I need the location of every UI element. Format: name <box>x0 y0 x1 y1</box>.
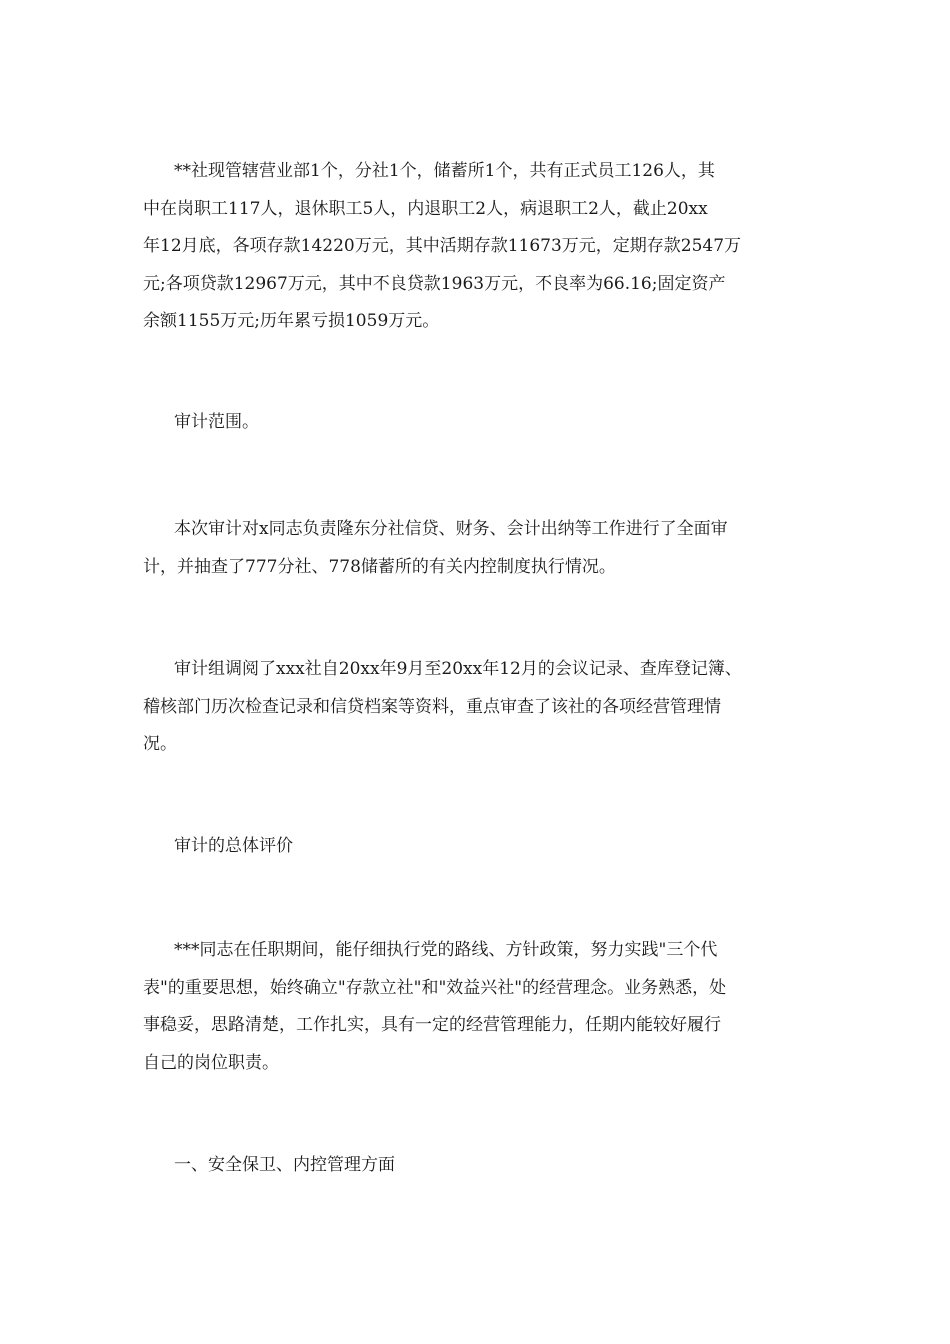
text-line: 余额1155万元;历年累亏损1059万元。 <box>143 311 440 331</box>
evaluation-paragraph <box>143 932 833 1082</box>
text-line: 年12月底，各项存款14220万元，其中活期存款11673万元，定期存款2547万 <box>143 236 742 256</box>
text-line: 表"的重要思想，始终确立"存款立社"和"效益兴社"的经营理念。业务熟悉，处 <box>143 977 727 998</box>
heading-text: 一、安全保卫、内控管理方面 <box>174 1155 395 1175</box>
text-line: 稽核部门历次检查记录和信贷档案等资料，重点审查了该社的各项经营管理情 <box>143 696 721 717</box>
intro-paragraph <box>143 153 833 341</box>
text-line: ***同志在任职期间，能仔细执行党的路线、方针政策，努力实践"三个代 <box>174 940 718 960</box>
text-line: 中在岗职工117人，退休职工5人，内退职工2人，病退职工2人，截止20xx <box>143 198 708 219</box>
scope-heading <box>143 404 833 442</box>
text-line: 况。 <box>143 734 177 754</box>
scope-paragraph <box>143 511 833 586</box>
text-line: 本次审计对x同志负责隆东分社信贷、财务、会计出纳等工作进行了全面审 <box>174 519 728 539</box>
text-line: 自己的岗位职责。 <box>143 1052 279 1073</box>
heading-text: 审计的总体评价 <box>174 836 293 856</box>
text-line: 审计组调阅了xxx社自20xx年9月至20xx年12月的会议记录、查库登记簿、 <box>174 659 742 679</box>
text-line: 元;各项贷款12967万元，其中不良贷款1963万元，不良率为66.16;固定资产 <box>143 273 726 294</box>
text-line: **社现管辖营业部1个，分社1个，储蓄所1个，共有正式员工126人，其 <box>174 161 715 181</box>
method-paragraph <box>143 651 833 764</box>
evaluation-heading <box>143 828 833 866</box>
heading-text: 审计范围。 <box>174 412 259 432</box>
text-line: 事稳妥，思路清楚，工作扎实，具有一定的经营管理能力，任期内能较好履行 <box>143 1015 721 1035</box>
section-one-heading <box>143 1147 833 1185</box>
text-line: 计，并抽查了777分社、778储蓄所的有关内控制度执行情况。 <box>143 556 616 577</box>
